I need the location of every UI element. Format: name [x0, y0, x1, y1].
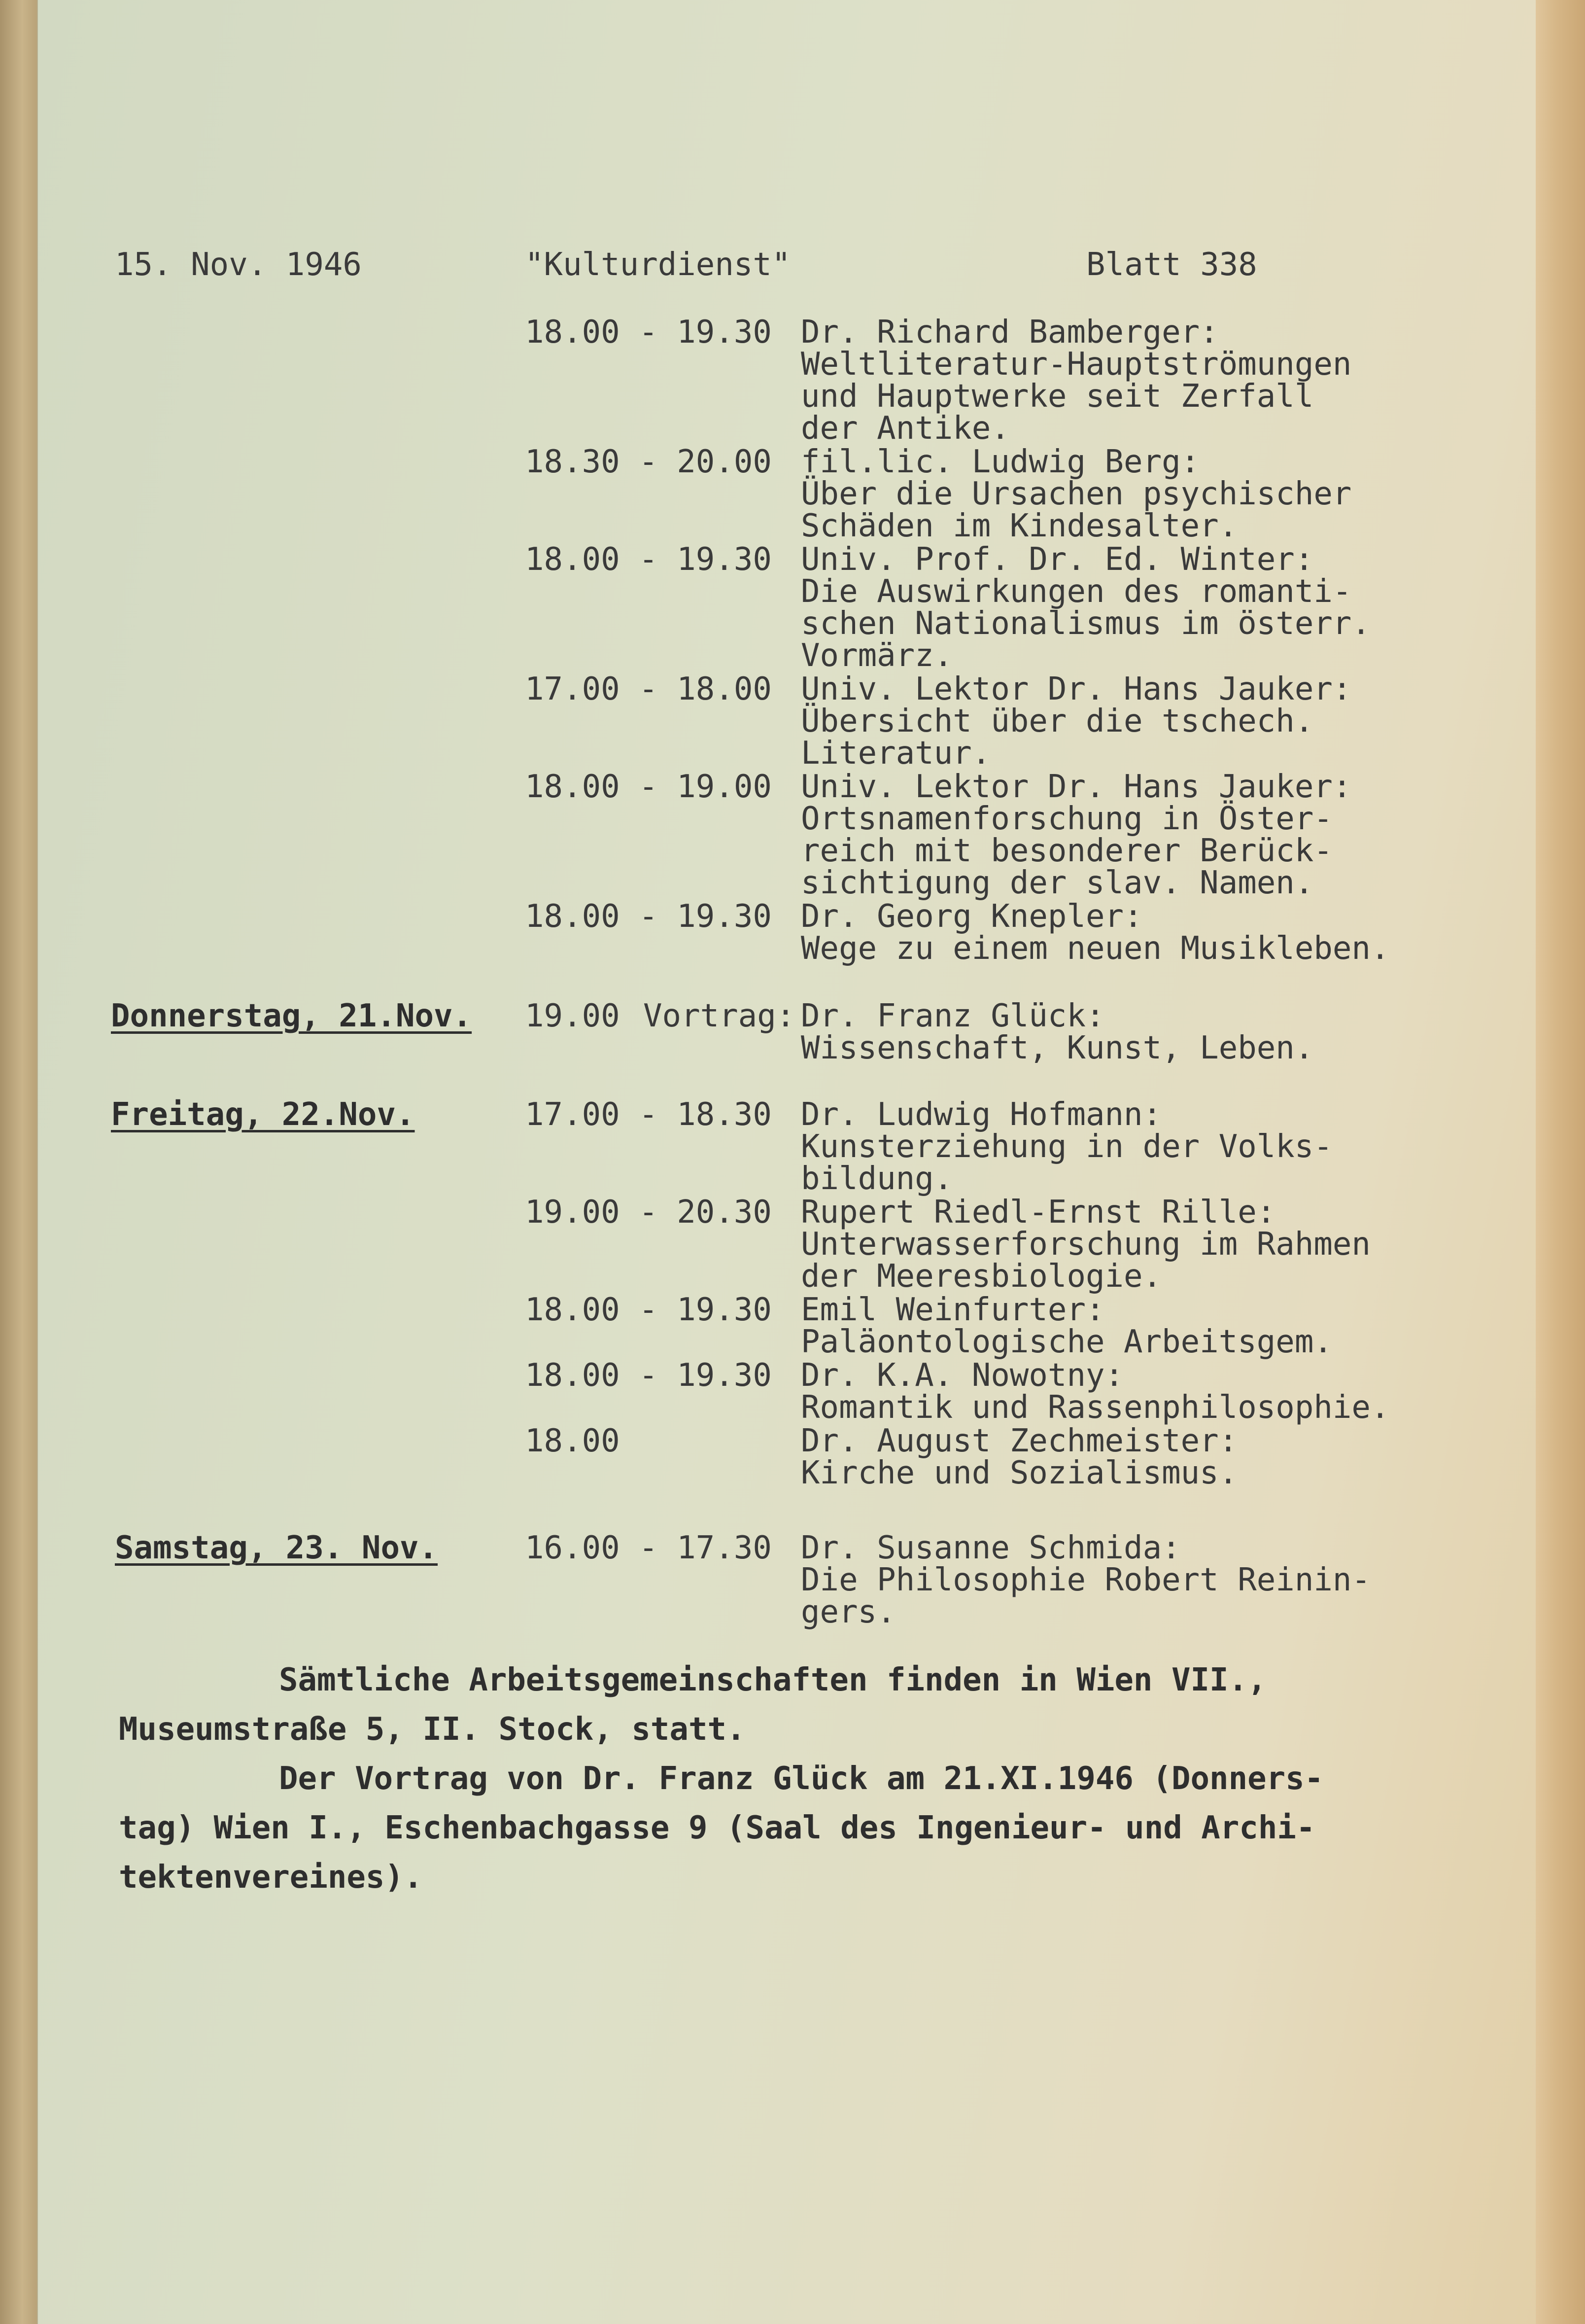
day-heading-thursday: Donnerstag, 21.Nov. — [111, 998, 472, 1034]
entry-line: Dr. Richard Bamberger: — [801, 314, 1219, 351]
entry-line: fil.lic. Ludwig Berg: — [801, 444, 1200, 480]
entry-line: Dr. K.A. Nowotny: — [801, 1357, 1124, 1394]
entry-line: Unterwasserforschung im Rahmen — [801, 1226, 1371, 1263]
header-sheet-number: Blatt 338 — [1086, 246, 1257, 283]
entry-line: Emil Weinfurter: — [801, 1292, 1105, 1328]
note-line: tag) Wien I., Eschenbachgasse 9 (Saal des Ingenieur- und Archi- — [119, 1810, 1315, 1846]
book-spine — [0, 0, 37, 2324]
header-publication: "Kulturdienst" — [525, 246, 791, 283]
entry-line: Dr. Ludwig Hofmann: — [801, 1096, 1162, 1133]
day-heading-saturday: Samstag, 23. Nov. — [115, 1530, 438, 1566]
entry-line: reich mit besonderer Berück- — [801, 833, 1333, 869]
entry-time: 16.00 - 17.30 — [525, 1530, 772, 1566]
entry-time: 17.00 - 18.00 — [525, 671, 772, 707]
entry-time: 17.00 - 18.30 — [525, 1096, 772, 1133]
entry-line: bildung. — [801, 1161, 953, 1197]
entry-time: 19.00 — [525, 998, 620, 1034]
entry-time: 18.00 - 19.30 — [525, 898, 772, 935]
entry-time: 18.30 - 20.00 — [525, 444, 772, 480]
entry-line: Wege zu einem neuen Musikleben. — [801, 930, 1390, 967]
note-line: Der Vortrag von Dr. Franz Glück am 21.XI.1946 (Donners- — [279, 1761, 1324, 1797]
lecture-label: Vortrag: — [643, 998, 795, 1034]
entry-line: Die Philosophie Robert Reinin- — [801, 1562, 1371, 1598]
entry-line: gers. — [801, 1594, 896, 1630]
note-line: Museumstraße 5, II. Stock, statt. — [119, 1711, 746, 1748]
entry-line: Paläontologische Arbeitsgem. — [801, 1324, 1333, 1360]
entry-line: Dr. Georg Knepler: — [801, 898, 1143, 935]
entry-line: der Antike. — [801, 410, 1010, 447]
entry-line: Literatur. — [801, 735, 991, 772]
entry-line: und Hauptwerke seit Zerfall — [801, 378, 1314, 415]
entry-line: Dr. August Zechmeister: — [801, 1423, 1238, 1459]
entry-line: Wissenschaft, Kunst, Leben. — [801, 1030, 1314, 1066]
entry-line: der Meeresbiologie. — [801, 1258, 1162, 1295]
entry-line: Univ. Lektor Dr. Hans Jauker: — [801, 769, 1352, 805]
entry-line: Univ. Prof. Dr. Ed. Winter: — [801, 541, 1314, 578]
entry-line: Übersicht über die tschech. — [801, 703, 1314, 739]
note-line: tektenvereines). — [119, 1859, 423, 1896]
entry-time: 18.00 - 19.30 — [525, 314, 772, 351]
day-heading-friday: Freitag, 22.Nov. — [111, 1096, 415, 1133]
entry-time: 18.00 - 19.30 — [525, 541, 772, 578]
entry-line: Kunsterziehung in der Volks- — [801, 1128, 1333, 1165]
page-edge — [1536, 0, 1585, 2324]
entry-line: Dr. Franz Glück: — [801, 998, 1105, 1034]
entry-line: Rupert Riedl-Ernst Rille: — [801, 1194, 1276, 1231]
entry-line: Vormärz. — [801, 637, 953, 674]
entry-line: Die Auswirkungen des romanti- — [801, 573, 1352, 610]
entry-line: schen Nationalismus im österr. — [801, 605, 1371, 642]
entry-time: 18.00 - 19.00 — [525, 769, 772, 805]
entry-line: sichtigung der slav. Namen. — [801, 865, 1314, 901]
entry-time: 18.00 - 19.30 — [525, 1292, 772, 1328]
entry-line: Kirche und Sozialismus. — [801, 1455, 1238, 1491]
entry-line: Romantik und Rassenphilosophie. — [801, 1389, 1390, 1426]
entry-line: Ortsnamenforschung in Öster- — [801, 801, 1333, 837]
entry-line: Dr. Susanne Schmida: — [801, 1530, 1181, 1566]
entry-time: 18.00 - 19.30 — [525, 1357, 772, 1394]
entry-line: Über die Ursachen psychischer — [801, 476, 1352, 512]
note-line: Sämtliche Arbeitsgemeinschaften finden in Wien VII., — [279, 1662, 1267, 1698]
entry-time: 19.00 - 20.30 — [525, 1194, 772, 1231]
entry-line: Univ. Lektor Dr. Hans Jauker: — [801, 671, 1352, 707]
entry-line: Weltliteratur-Hauptströmungen — [801, 346, 1352, 383]
entry-time: 18.00 — [525, 1423, 620, 1459]
entry-line: Schäden im Kindesalter. — [801, 508, 1238, 544]
header-date: 15. Nov. 1946 — [115, 246, 362, 283]
